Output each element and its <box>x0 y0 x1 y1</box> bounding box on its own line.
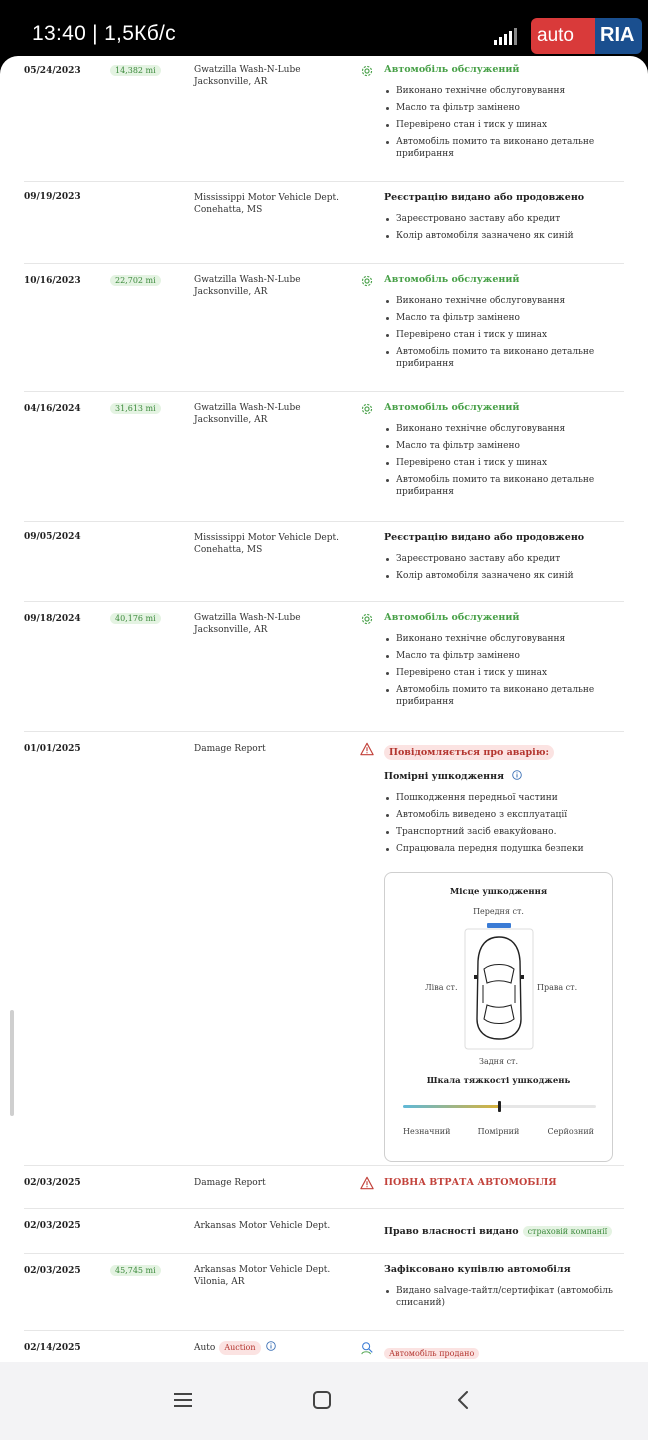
status-bar <box>0 0 648 56</box>
history-row <box>24 264 624 392</box>
list-item: Автомобіль помито та виконано детальне прибирання <box>384 346 624 370</box>
list-item: Спрацювала передня подушка безпеки <box>384 843 624 855</box>
history-row <box>24 392 624 522</box>
list-item: Виконано технічне обслуговування <box>384 633 624 645</box>
record-title: ПОВНА ВТРАТА АВТОМОБІЛЯ <box>384 1177 557 1188</box>
info-icon[interactable] <box>266 1341 276 1351</box>
list-item: Масло та фільтр замінено <box>384 312 624 324</box>
history-sheet[interactable] <box>0 56 648 1362</box>
record-date: 02/14/2025 <box>24 1343 81 1353</box>
owner-tag: страховій компанії <box>523 1226 613 1237</box>
warning-icon <box>360 1176 374 1190</box>
home-icon[interactable] <box>313 1391 331 1409</box>
list-item: Пошкодження передньої частини <box>384 792 624 804</box>
record-date: 02/03/2025 <box>24 1266 81 1276</box>
car-top-view-icon <box>463 923 535 1051</box>
info-icon[interactable] <box>512 770 522 780</box>
list-item: Масло та фільтр замінено <box>384 440 624 452</box>
signal-icon <box>494 28 520 45</box>
record-title: Зафіксовано купівлю автомобіля <box>384 1264 571 1275</box>
record-source: Mississippi Motor Vehicle Dept. Conehatta, MS <box>194 533 339 555</box>
severity-scale-title: Шкала тяжкості ушкоджень <box>426 1076 571 1086</box>
gear-icon <box>360 64 374 78</box>
record-source: Gwatzilla Wash-N-Lube Jacksonville, AR <box>194 275 301 297</box>
front-side-label: Передня ст. <box>473 907 524 916</box>
record-source: Gwatzilla Wash-N-Lube Jacksonville, AR <box>194 65 301 87</box>
severity-scale-bar <box>403 1101 596 1113</box>
list-item: Автомобіль помито та виконано детальне прибирання <box>384 136 624 160</box>
list-item: Перевірено стан і тиск у шинах <box>384 457 624 469</box>
sold-badge: Автомобіль продано <box>384 1348 479 1359</box>
list-item: Масло та фільтр замінено <box>384 102 624 114</box>
record-source: Gwatzilla Wash-N-Lube Jacksonville, AR <box>194 403 301 425</box>
record-title: Автомобіль обслужений <box>384 64 520 75</box>
record-date: 09/18/2024 <box>24 614 81 624</box>
record-items <box>384 213 624 242</box>
history-row <box>24 1254 624 1331</box>
mileage-badge: 31,613 mi <box>110 403 161 414</box>
record-source: Damage Report <box>194 744 266 754</box>
severity-high-label: Серйозний <box>547 1127 594 1136</box>
severity-mid-label: Помірний <box>477 1127 520 1136</box>
mileage-badge: 45,745 mi <box>110 1265 161 1276</box>
record-source: Gwatzilla Wash-N-Lube Jacksonville, AR <box>194 613 301 635</box>
record-date: 04/16/2024 <box>24 404 81 414</box>
record-date: 05/24/2023 <box>24 66 81 76</box>
record-date: 09/19/2023 <box>24 192 81 202</box>
record-title: Право власності видано <box>384 1226 519 1237</box>
gear-icon <box>360 402 374 416</box>
severity-marker <box>498 1101 501 1112</box>
history-row <box>24 602 624 732</box>
record-source: Auto <box>194 1343 216 1353</box>
search-person-icon <box>360 1341 374 1355</box>
mileage-badge: 14,382 mi <box>110 65 161 76</box>
history-row <box>24 182 624 264</box>
list-item: Транспортний засіб евакуйовано. <box>384 826 624 838</box>
warning-icon <box>360 742 374 756</box>
record-source: Arkansas Motor Vehicle Dept. Vilonia, AR <box>194 1265 331 1287</box>
record-items <box>384 1285 624 1309</box>
list-item: Зареєстровано заставу або кредит <box>384 213 624 225</box>
list-item: Автомобіль помито та виконано детальне прибирання <box>384 474 624 498</box>
gear-icon <box>360 274 374 288</box>
autoria-logo: auto RIA <box>531 18 642 54</box>
list-item: Автомобіль виведено з експлуатації <box>384 809 624 821</box>
record-date: 09/05/2024 <box>24 532 81 542</box>
history-row <box>24 1209 624 1254</box>
list-item: Автомобіль помито та виконано детальне прибирання <box>384 684 624 708</box>
front-damage-marker <box>487 923 511 928</box>
damage-location-diagram <box>384 872 613 1162</box>
list-item: Перевірено стан і тиск у шинах <box>384 329 624 341</box>
scrollbar[interactable] <box>10 1010 14 1116</box>
record-title: Автомобіль обслужений <box>384 274 520 285</box>
record-title: Реєстрацію видано або продовжено <box>384 192 585 203</box>
diagram-title: Місце ушкодження <box>449 887 548 897</box>
mileage-badge: 40,176 mi <box>110 613 161 624</box>
status-time: 13:40 | 1,5Кб/с <box>32 22 176 45</box>
list-item: Виконано технічне обслуговування <box>384 423 624 435</box>
system-nav-bar <box>0 1362 648 1440</box>
record-title: Автомобіль обслужений <box>384 612 520 623</box>
record-items <box>384 85 624 160</box>
record-date: 10/16/2023 <box>24 276 81 286</box>
record-source: Mississippi Motor Vehicle Dept. Conehatta, MS <box>194 193 339 215</box>
record-source: Damage Report <box>194 1178 266 1188</box>
record-items <box>384 792 624 855</box>
history-row <box>24 522 624 602</box>
list-item: Колір автомобіля зазначено як синій <box>384 570 624 582</box>
record-items <box>384 423 624 498</box>
auction-tag: Auction <box>219 1341 260 1355</box>
mileage-badge: 22,702 mi <box>110 275 161 286</box>
record-date: 02/03/2025 <box>24 1178 81 1188</box>
list-item: Виконано технічне обслуговування <box>384 295 624 307</box>
left-side-label: Ліва ст. <box>425 983 458 992</box>
list-item: Масло та фільтр замінено <box>384 650 624 662</box>
severity-low-label: Незначний <box>403 1127 451 1136</box>
record-date: 02/03/2025 <box>24 1221 81 1231</box>
damage-severity-title: Помірні ушкодження <box>384 770 624 782</box>
list-item: Виконано технічне обслуговування <box>384 85 624 97</box>
history-row <box>24 732 624 1166</box>
list-item: Колір автомобіля зазначено як синій <box>384 230 624 242</box>
accident-badge: Повідомляється про аварію: <box>384 745 554 760</box>
history-row <box>24 56 624 182</box>
list-item: Перевірено стан і тиск у шинах <box>384 119 624 131</box>
record-source: Arkansas Motor Vehicle Dept. <box>194 1221 331 1231</box>
record-date: 01/01/2025 <box>24 744 81 754</box>
history-row <box>24 1331 624 1362</box>
record-items <box>384 633 624 708</box>
list-item: Видано salvage-тайтл/сертифікат (автомобіль списаний) <box>384 1285 624 1309</box>
right-side-label: Права ст. <box>537 983 578 992</box>
list-item: Зареєстровано заставу або кредит <box>384 553 624 565</box>
gear-icon <box>360 612 374 626</box>
list-item: Перевірено стан і тиск у шинах <box>384 667 624 679</box>
menu-icon[interactable] <box>174 1392 192 1408</box>
rear-side-label: Задня ст. <box>478 1057 519 1066</box>
history-row <box>24 1166 624 1209</box>
record-title: Автомобіль обслужений <box>384 402 520 413</box>
record-items <box>384 295 624 370</box>
record-title: Реєстрацію видано або продовжено <box>384 532 585 543</box>
record-items <box>384 553 624 582</box>
back-icon[interactable] <box>457 1391 469 1409</box>
